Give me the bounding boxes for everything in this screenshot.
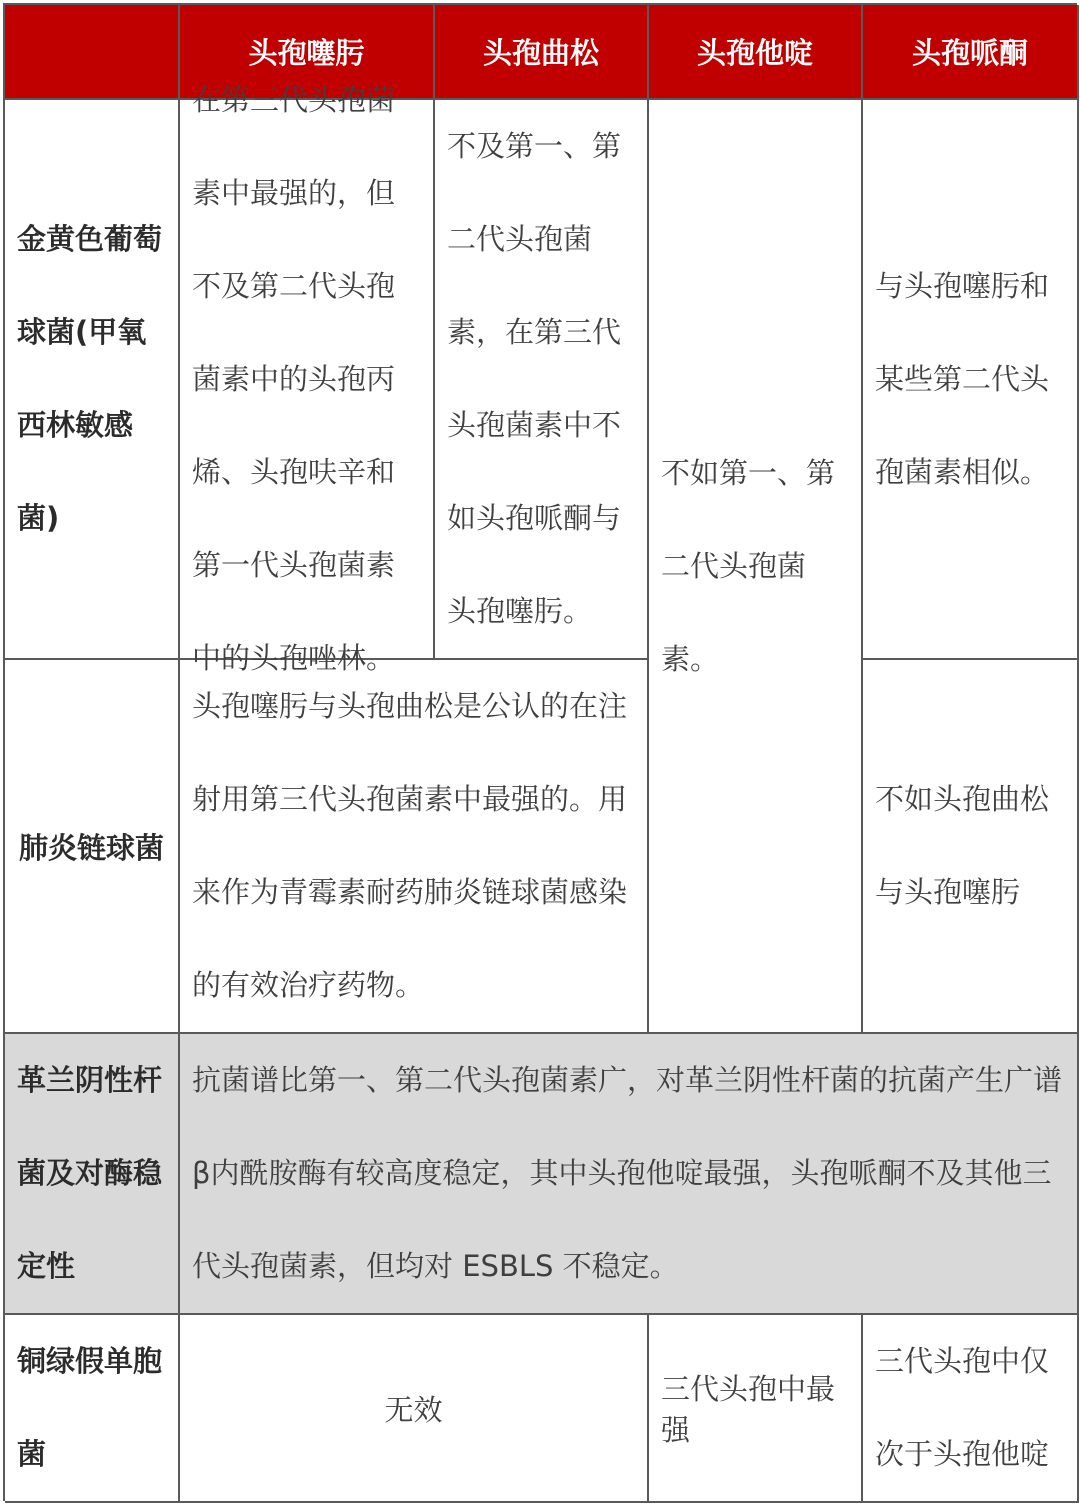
cell-pseudo-ceftazidime-text: 三代头孢中最强 — [661, 1372, 836, 1447]
cell-pseudo-cefoperazone — [863, 1315, 1079, 1503]
header-corner-cell — [5, 5, 180, 100]
row-label-pneumo-text: 肺炎链球菌 — [18, 830, 164, 865]
row-label-staph — [5, 100, 180, 660]
cell-staph-ceftriaxone — [435, 100, 649, 660]
cell-pseudo-ceftazidime — [649, 1315, 863, 1503]
cell-staph-ceftriaxone-text: 不及第一、第二代头孢菌素，在第三代头孢菌素中不如头孢哌酮与头孢噻肟。 — [447, 129, 622, 628]
header-ceftazidime — [649, 5, 863, 100]
header-ceftriaxone — [435, 5, 649, 100]
row-label-pneumo — [5, 660, 180, 1034]
row-label-staph-text: 金黄色葡萄球菌(甲氧西林敏感菌) — [17, 222, 163, 535]
row-label-pseudo-text: 铜绿假单胞菌 — [17, 1344, 163, 1471]
header-ceftazidime-label: 头孢他啶 — [696, 36, 813, 70]
cell-staph-cefotaxime-text: 在第三代头孢菌素中最强的，但不及第二代头孢菌素中的头孢丙烯、头孢呋辛和第一代头孢菌素中的头孢唑林。 — [192, 82, 396, 675]
antibiotic-comparison-table — [3, 3, 1077, 1501]
row-label-gramneg-text: 革兰阴性杆菌及对酶稳定性 — [17, 1063, 163, 1283]
header-ceftriaxone-label: 头孢曲松 — [482, 36, 599, 70]
cell-pneumo-cefoperazone-text: 不如头孢曲松与头孢噻肟 — [875, 782, 1050, 909]
cell-gramneg-all-text: 抗菌谱比第一、第二代头孢菌素广，对革兰阴性杆菌的抗菌产生广谱β内酰胺酶有较高度稳定，其中头孢他啶最强，头孢哌酮不及其他三代头孢菌素，但均对 ESBLS 不稳定。 — [192, 1063, 1063, 1283]
cell-ceftazidime-staph-pneumo-text: 不如第一、第二代头孢菌素。 — [661, 455, 836, 676]
row-label-gramneg — [5, 1034, 180, 1315]
cell-ceftazidime-staph-pneumo — [649, 100, 863, 1034]
cell-pseudo-cefotaxime-ceftriaxone-text: 无效 — [384, 1392, 443, 1427]
header-cefotaxime-label: 头孢噻肟 — [248, 36, 365, 70]
cell-staph-cefoperazone — [863, 100, 1079, 660]
header-cefoperazone — [863, 5, 1079, 100]
cell-staph-cefotaxime — [180, 82, 435, 675]
row-label-pseudo — [5, 1315, 180, 1503]
cell-pneumo-cefotaxime-ceftriaxone-text: 头孢噻肟与头孢曲松是公认的在注射用第三代头孢菌素中最强的。用来作为青霉素耐药肺炎链球菌感染的有效治疗药物。 — [192, 689, 628, 1002]
cell-gramneg-all — [180, 1034, 1079, 1315]
header-cefoperazone-label: 头孢哌酮 — [911, 36, 1028, 70]
cell-staph-cefoperazone-text: 与头孢噻肟和某些第二代头孢菌素相似。 — [875, 268, 1050, 489]
cell-pneumo-cefotaxime-ceftriaxone — [180, 660, 649, 1034]
cell-pneumo-cefoperazone — [863, 660, 1079, 1034]
cell-pseudo-cefoperazone-text: 三代头孢中仅次于头孢他啶 — [875, 1344, 1050, 1471]
cell-pseudo-cefotaxime-ceftriaxone — [180, 1315, 649, 1503]
